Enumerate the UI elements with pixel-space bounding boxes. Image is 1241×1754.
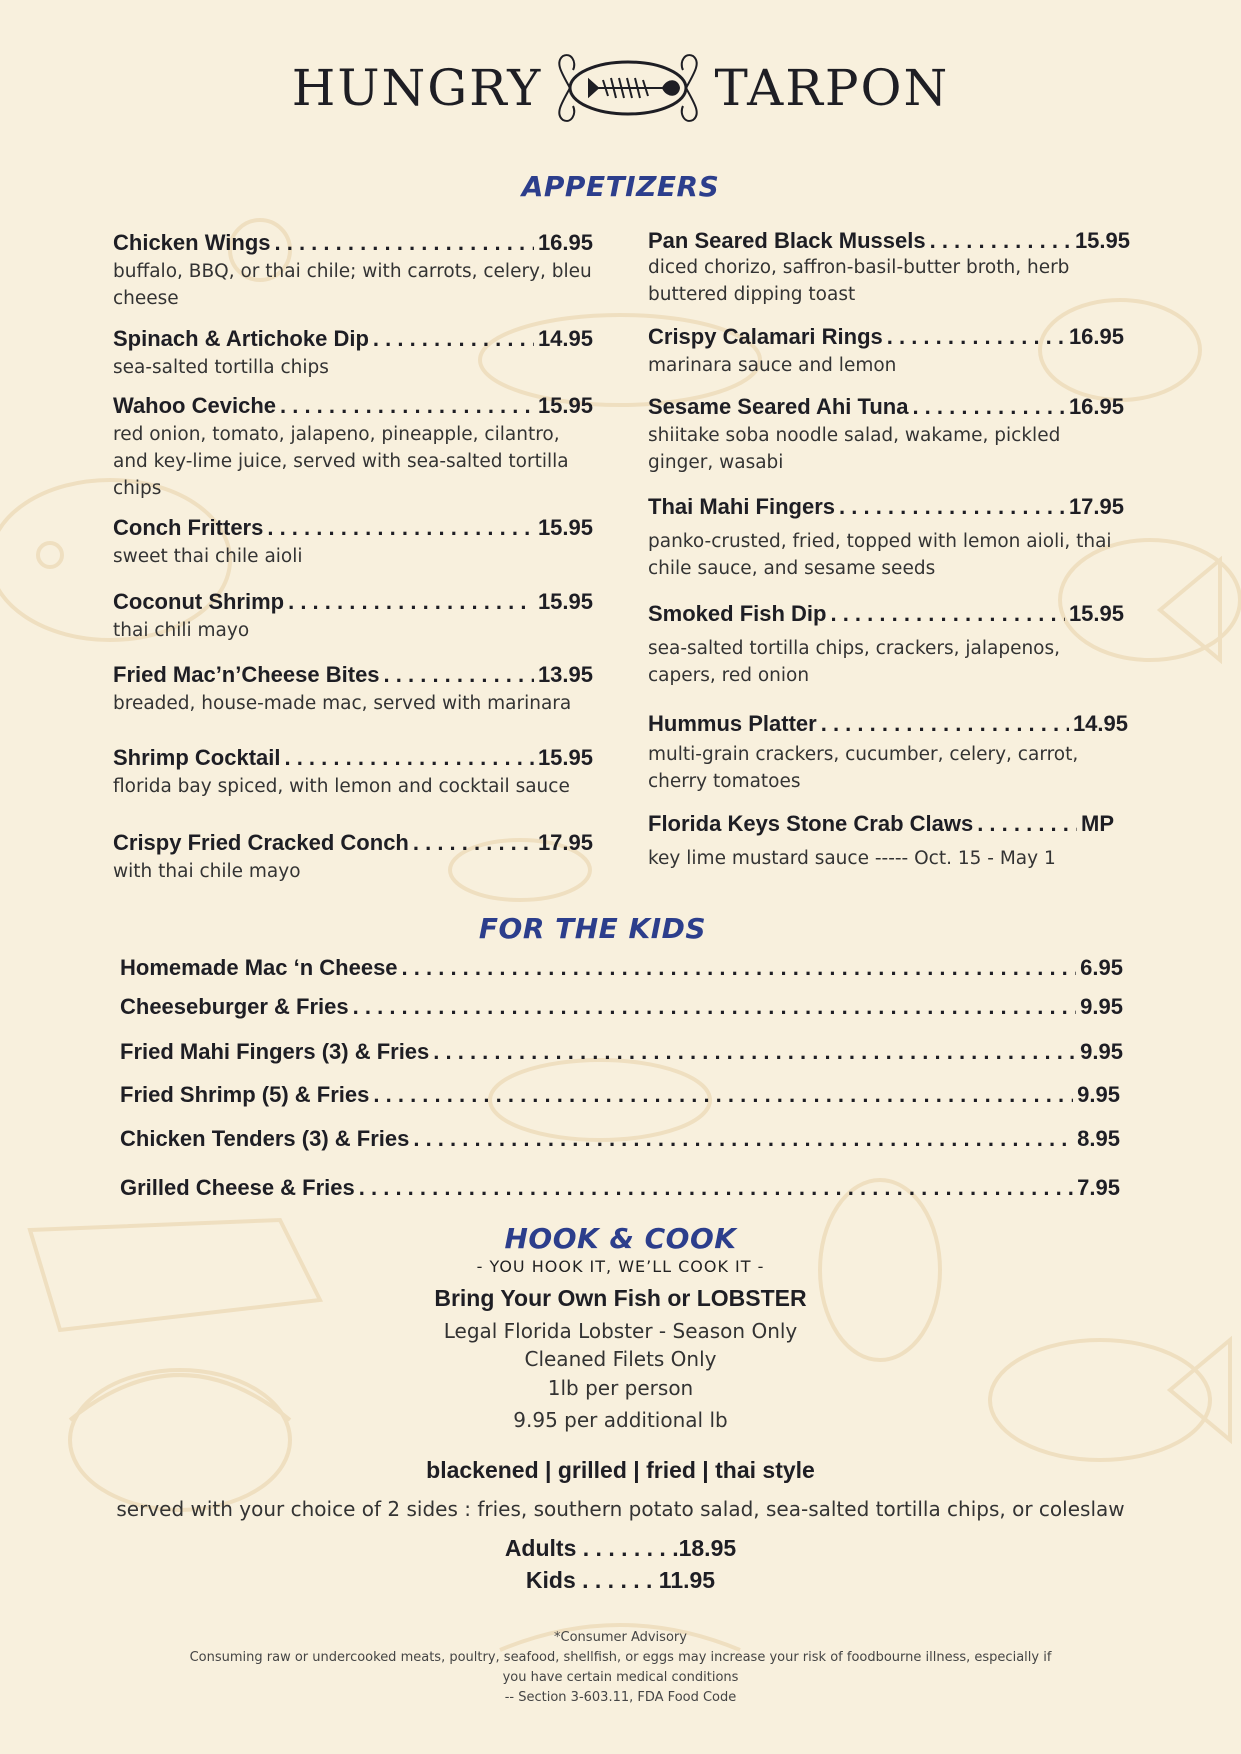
item-price: 7.95 [1077,1175,1120,1200]
item-description: breaded, house-made mac, served with marinara [113,693,572,714]
item-name: Fried Mahi Fingers (3) & Fries [120,1039,430,1064]
kids-item [120,955,1123,981]
leader-dots [288,589,534,615]
item-price: 6.95 [1080,955,1123,980]
item-price: 13.95 [537,662,593,687]
item-price: 15.95 [1068,601,1124,626]
hook-line: 9.95 per additional lb [513,1408,728,1432]
item-description: sweet thai chile aioli [113,546,303,567]
leader-dots [830,601,1064,627]
item-name: Thai Mahi Fingers [648,494,836,519]
item-description: with thai chile mayo [113,861,301,882]
item-name: Fried Mac’n’Cheese Bites [113,662,380,687]
hook-subtitle: - YOU HOOK IT, WE’LL COOK IT - [476,1257,765,1276]
item-description: buffalo, BBQ, or thai chile; with carrots, celery, bleu cheese [113,261,592,309]
kids-item [120,1082,1120,1108]
item-name: Chicken Wings [113,230,271,255]
appetizer-item [113,589,593,644]
advisory-text: you have certain medical conditions [502,1670,739,1685]
item-price: 16.95 [537,230,593,255]
kids-item [120,1175,1120,1201]
item-name: Florida Keys Stone Crab Claws [648,811,974,836]
item-price: 17.95 [1068,494,1124,519]
leader-dots [359,1175,1073,1201]
hook-line: Legal Florida Lobster - Season Only [443,1319,798,1343]
kids-item [120,1039,1123,1065]
item-name: Pan Seared Black Mussels [648,228,926,253]
item-price: 15.95 [537,589,593,614]
item-name: Coconut Shrimp [113,589,285,614]
leader-dots [267,515,534,541]
item-description: sea-salted tortilla chips [113,357,329,378]
adults-price: Adults . . . . . . . .18.95 [504,1535,737,1561]
item-description: thai chili mayo [113,620,250,641]
item-name: Crispy Fried Cracked Conch [113,830,409,855]
leader-dots [284,745,533,771]
item-description: sea-salted tortilla chips, crackers, jalapenos, capers, red onion [648,638,1061,686]
leader-dots [373,326,534,352]
hook-line: 1lb per person [547,1376,694,1400]
item-name: Cheeseburger & Fries [120,994,349,1019]
leader-dots [887,324,1065,350]
item-description: marinara sauce and lemon [648,355,897,376]
item-description: shiitake soba noodle salad, wakame, pickled ginger, wasabi [648,425,1061,473]
appetizer-item [648,394,1124,476]
item-name: Fried Shrimp (5) & Fries [120,1082,370,1107]
appetizer-item [648,811,1114,872]
item-price: 14.95 [537,326,593,351]
item-description: red onion, tomato, jalapeno, pineapple, cilantro, and key-lime juice, served with sea-salted tortilla chips [113,424,569,499]
item-price: 9.95 [1077,1082,1120,1107]
kids-item [120,994,1123,1020]
kids-item [120,1126,1120,1152]
sides-line: served with your choice of 2 sides : fries, southern potato salad, sea-salted tortilla chips, or coleslaw [116,1497,1125,1521]
logo-word-left: HUNGRY [291,59,543,117]
item-price: 14.95 [1072,711,1128,736]
item-price: 16.95 [1068,324,1124,349]
item-description: multi-grain crackers, cucumber, celery, carrot, cherry tomatoes [648,744,1079,792]
item-name: Shrimp Cocktail [113,745,281,770]
item-name: Chicken Tenders (3) & Fries [120,1126,410,1151]
item-description: panko-crusted, fried, topped with lemon aioli, thai chile sauce, and sesame seeds [648,531,1112,579]
kids-title: FOR THE KIDS [478,912,707,945]
leader-dots [275,230,534,256]
leader-dots [402,955,1077,981]
appetizer-item [113,515,593,570]
appetizer-item [113,662,603,717]
item-name: Homemade Mac ‘n Cheese [120,955,398,980]
appetizer-item [648,494,1124,582]
leader-dots [433,1039,1076,1065]
leader-dots [373,1082,1073,1108]
hook-headline: Bring Your Own Fish or LOBSTER [434,1285,807,1311]
appetizer-item [648,601,1124,689]
kids-price: Kids . . . . . . 11.95 [525,1567,716,1593]
hook-line: Cleaned Filets Only [524,1347,717,1371]
item-price: 17.95 [537,830,593,855]
logo [0,52,1241,132]
item-price: 9.95 [1080,994,1123,1019]
item-name: Grilled Cheese & Fries [120,1175,355,1200]
item-description: key lime mustard sauce ----- Oct. 15 - May 1 [648,848,1056,869]
item-name: Spinach & Artichoke Dip [113,326,369,351]
item-price: 15.95 [1074,228,1130,253]
item-price: 9.95 [1080,1039,1123,1064]
item-price: 16.95 [1068,394,1124,419]
leader-dots [839,494,1065,520]
item-price: 15.95 [537,393,593,418]
logo-word-right: TARPON [714,59,950,117]
leader-dots [821,711,1069,737]
item-name: Sesame Seared Ahi Tuna [648,394,909,419]
advisory-text: Consuming raw or undercooked meats, poultry, seafood, shellfish, or eggs may increase your risk of foodbourne illness, especially if [189,1650,1052,1665]
item-description: diced chorizo, saffron-basil-butter broth, herb buttered dipping toast [648,257,1070,305]
item-name: Hummus Platter [648,711,817,736]
hook-title: HOOK & COOK [504,1222,737,1255]
fish-skeleton-icon [553,52,703,124]
appetizer-item [113,393,593,502]
item-name: Crispy Calamari Rings [648,324,883,349]
leader-dots [912,394,1065,420]
leader-dots [353,994,1077,1020]
appetizer-item [648,324,1124,379]
item-price: 15.95 [537,515,593,540]
advisory-title: *Consumer Advisory [554,1630,687,1645]
leader-dots [413,830,534,856]
leader-dots [977,811,1077,837]
appetizers-title: APPETIZERS [521,170,720,203]
leader-dots [280,393,534,419]
appetizer-item [113,745,603,800]
leader-dots [930,228,1071,254]
item-name: Wahoo Ceviche [113,393,276,418]
appetizer-item [113,326,593,381]
appetizer-item [648,711,1128,795]
leader-dots [384,662,534,688]
item-price: 8.95 [1077,1126,1120,1151]
consumer-advisory [0,1628,1241,1708]
appetizer-item [648,228,1130,308]
cooking-styles: blackened | grilled | fried | thai style [426,1457,815,1483]
item-price: 15.95 [537,745,593,770]
item-description: florida bay spiced, with lemon and cocktail sauce [113,776,570,797]
item-name: Conch Fritters [113,515,264,540]
appetizer-item [113,830,593,885]
item-price: MP [1081,811,1114,836]
leader-dots [413,1126,1073,1152]
advisory-source: -- Section 3-603.11, FDA Food Code [504,1690,737,1705]
item-name: Smoked Fish Dip [648,601,827,626]
appetizer-item [113,230,593,312]
